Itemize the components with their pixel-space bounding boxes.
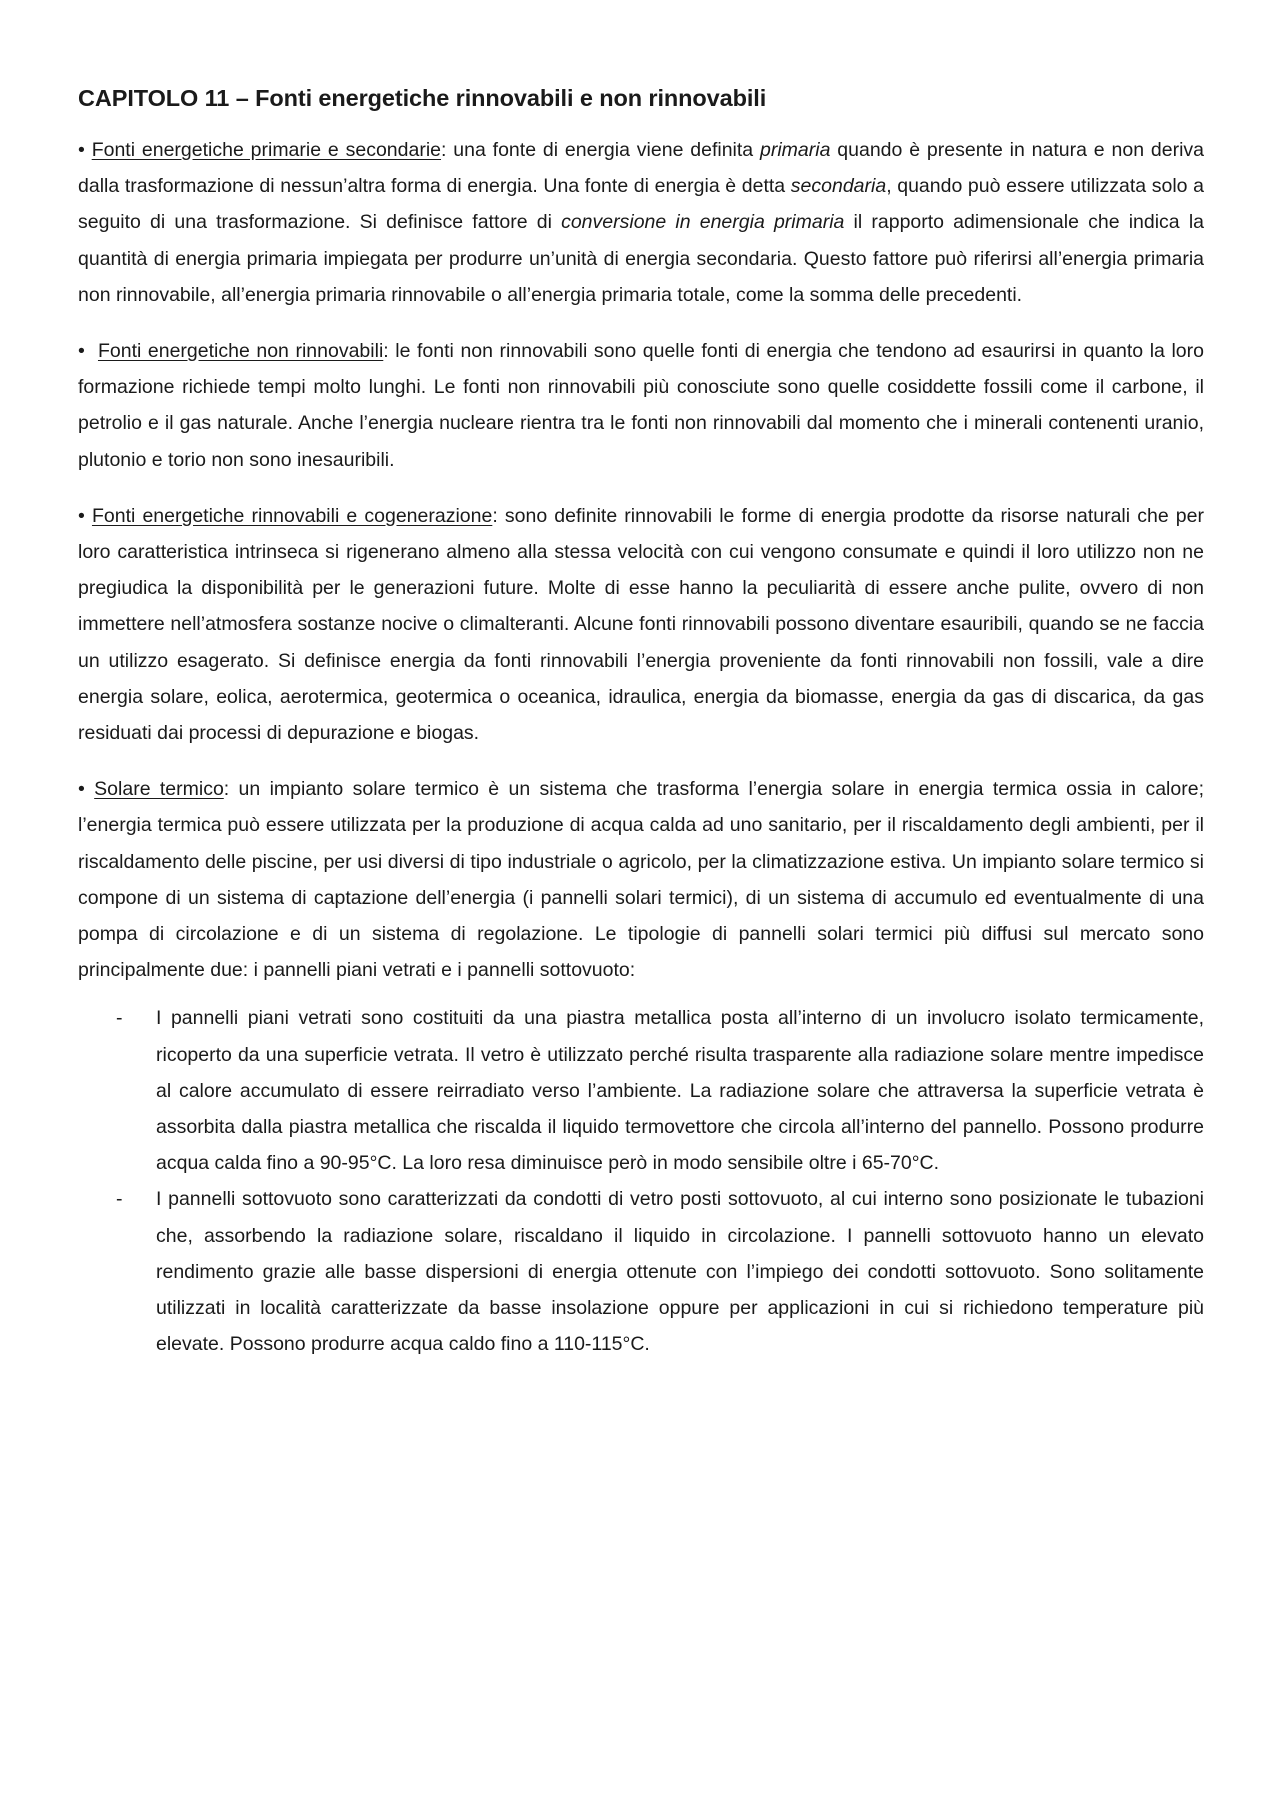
bullet: • <box>78 340 85 363</box>
paragraph-non-rinnovabili <box>78 333 1204 478</box>
list-dash: - <box>116 1188 123 1211</box>
list-item <box>78 1000 1204 1181</box>
list-item <box>78 1181 1204 1362</box>
list-dash: - <box>116 1007 123 1030</box>
paragraph-text: il rapporto adimensionale che indica la quantità di energia primaria impiegata per produrre un’unità di energia secondaria. Questo fattore può riferirsi all’energia primaria non rinnovabile, all’energia primaria rinnovabile o all’energia primaria totale, come la somma delle precedenti. <box>78 211 1204 306</box>
term-secondaria: secondaria <box>790 175 887 198</box>
paragraph-rinnovabili <box>78 498 1204 751</box>
section-heading-non-rinnovabili: Fonti energetiche non rinnovabili <box>97 340 384 363</box>
section-heading-rinnovabili: Fonti energetiche rinnovabili e cogenerazione <box>91 504 493 527</box>
paragraph-text: : un impianto solare termico è un sistema che trasforma l’energia solare in energia termica ossia in calore; l’energia termica può essere utilizzata per la produzione di acqua calda ad uno sanitario, per il riscaldamento degli ambienti, per il riscaldamento delle piscine, per usi diversi di tipo industriale o agricolo, per la climatizzazione estiva. Un impianto solare termico si compone di un sistema di captazione dell’energia (i pannelli solari termici), di un sistema di accumulo ed eventualmente di una pompa di circolazione e di un sistema di regolazione. Le tipologie di pannelli solari termici più diffusi sul mercato sono principalmente due: i pannelli piani vetrati e i pannelli sottovuoto: <box>78 778 1204 982</box>
term-conversione: conversione in energia primaria <box>561 211 845 234</box>
paragraph-text: : una fonte di energia viene definita <box>441 139 761 161</box>
paragraph-text: : le fonti non rinnovabili sono quelle fonti di energia che tendono ad esaurirsi in quanto la loro formazione richiede tempi molto lunghi. Le fonti non rinnovabili più conosciute sono quelle cosiddette fossili come il carbone, il petrolio e il gas naturale. Anche l’energia nucleare rientra tra le fonti non rinnovabili dal momento che i minerali contenenti uranio, plutonio e torio non sono inesauribili. <box>78 340 1204 471</box>
paragraph-solare-termico <box>78 771 1204 988</box>
bullet: • <box>78 778 85 801</box>
term-primaria: primaria <box>760 139 831 161</box>
paragraph-text: : sono definite rinnovabili le forme di energia prodotte da risorse naturali che per loro caratteristica intrinseca si rigenerano almeno alla stessa velocità con cui vengono consumate e quindi il loro utilizzo non ne pregiudica la disponibilità per le generazioni future. Molte di esse hanno la peculiarità di essere anche pulite, ovvero di non immettere nell’atmosfera sostanze nocive o climalteranti. Alcune fonti rinnovabili possono diventare esauribili, quando se ne faccia un utilizzo esagerato. Si definisce energia da fonti rinnovabili l’energia proveniente da fonti rinnovabili non fossili, vale a dire energia solare, eolica, aerotermica, geotermica o oceanica, idraulica, energia da biomasse, energia da gas di discarica, da gas residuati dai processi di depurazione e biogas. <box>78 504 1204 745</box>
document-page <box>78 78 1204 1363</box>
list-item-text: I pannelli piani vetrati sono costituiti da una piastra metallica posta all’interno di un involucro isolato termicamente, ricoperto da una superficie vetrata. Il vetro è utilizzato perché risulta trasparente alla radiazione solare mentre impedisce al calore accumulato di essere reirradiato verso l’ambiente. La radiazione solare che attraversa la superficie vetrata è assorbita dalla piastra metallica che riscalda il liquido termovettore che circola all’interno del pannello. Possono produrre acqua calda fino a 90-95°C. La loro resa diminuisce però in modo sensibile oltre i 65-70°C. <box>156 1007 1204 1175</box>
bullet: • <box>78 504 85 527</box>
bullet: • <box>78 139 85 161</box>
list-item-text: I pannelli sottovuoto sono caratterizzati da condotti di vetro posti sottovuoto, al cui interno sono posizionate le tubazioni che, assorbendo la radiazione solare, riscaldano il liquido in circolazione. I pannelli sottovuoto hanno un elevato rendimento grazie alle basse dispersioni di energia ottenute con l’impiego dei condotti sottovuoto. Sono solitamente utilizzati in località caratterizzate da basse insolazione oppure per applicazioni in cui si richiedono temperature più elevate. Possono produrre acqua caldo fino a 110-115°C. <box>156 1188 1204 1356</box>
section-heading-solare: Solare termico <box>94 778 224 801</box>
section-heading-primarie: Fonti energetiche primarie e secondarie <box>91 139 442 161</box>
panel-types-list <box>78 1000 1204 1362</box>
chapter-title: CAPITOLO 11 – Fonti energetiche rinnovabili e non rinnovabili <box>78 85 767 111</box>
paragraph-primarie-secondarie <box>78 132 1204 313</box>
paragraph-text: , quando può essere utilizzata solo a seguito di una trasformazione. Si definisce fattore di <box>78 175 1205 234</box>
paragraph-text: quando è presente in natura e non deriva dalla trasformazione di nessun’altra forma di energia. Una fonte di energia è detta <box>78 139 1204 198</box>
